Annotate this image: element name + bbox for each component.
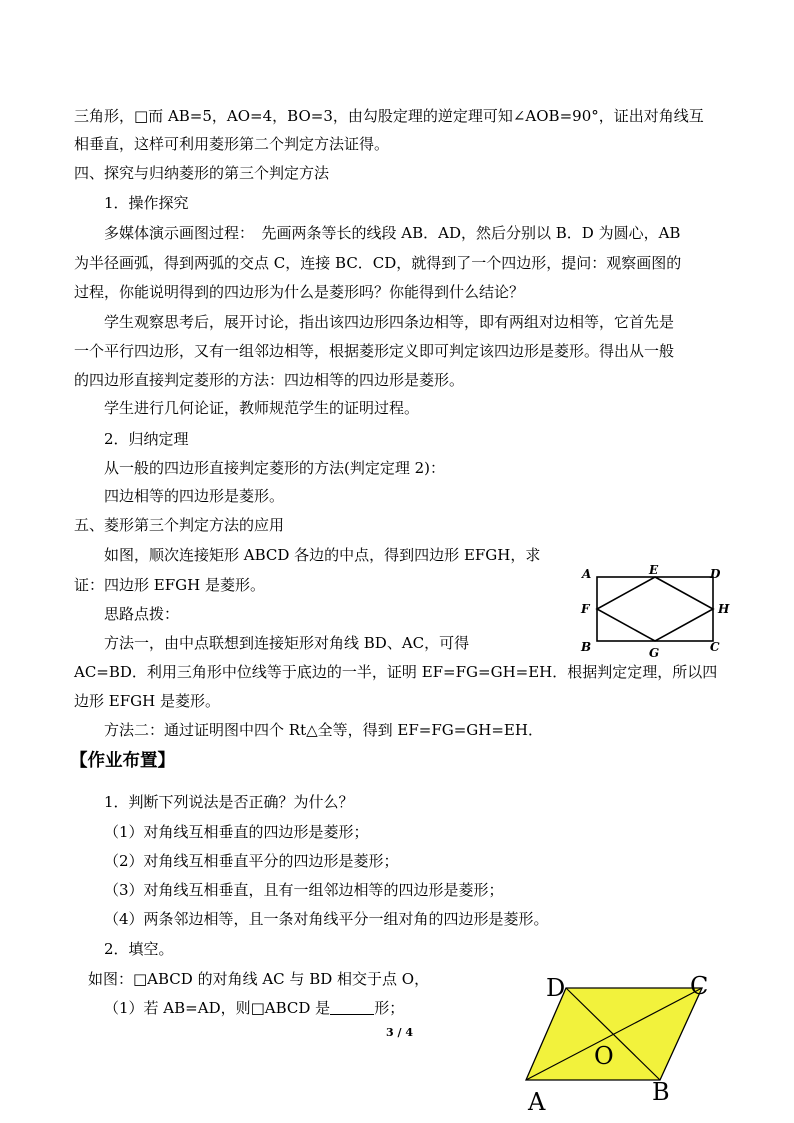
label-o: O — [594, 1042, 614, 1070]
label-b: B — [652, 1078, 670, 1106]
text-line: 一个平行四边形，又有一组邻边相等，根据菱形定义即可判定该四边形是菱形。得出从一般 — [74, 342, 675, 360]
homework-item: （4）两条邻边相等，且一条对角线平分一组对角的四边形是菱形。 — [104, 910, 549, 928]
text-line: 相垂直，这样可利用菱形第二个判定方法证得。 — [74, 135, 390, 153]
homework-item: 1．判断下列说法是否正确？为什么？ — [104, 793, 354, 811]
label-b: B — [581, 640, 592, 654]
homework-item: （2）对角线互相垂直平分的四边形是菱形； — [104, 852, 399, 870]
text-line: 从一般的四边形直接判定菱形的方法(判定定理 2)： — [104, 459, 446, 477]
text-line: 思路点拨： — [104, 605, 180, 623]
label-c: C — [710, 640, 720, 654]
label-g: G — [649, 646, 660, 660]
text-line: 学生进行几何论证，教师规范学生的证明过程。 — [104, 399, 420, 417]
homework-item: 如图：□ABCD 的对角线 AC 与 BD 相交于点 O， — [88, 970, 430, 988]
fill-question-text: （1）若 AB=AD，则□ABCD 是 — [104, 999, 331, 1017]
homework-heading: 【作业布置】 — [70, 751, 175, 771]
label-a: A — [528, 1088, 546, 1116]
text-line: 四边相等的四边形是菱形。 — [104, 487, 285, 505]
section-heading: 五、菱形第三个判定方法的应用 — [74, 516, 285, 534]
section-heading: 四、探究与归纳菱形的第三个判定方法 — [74, 164, 330, 182]
answer-blank[interactable] — [330, 1000, 374, 1015]
text-line: 如图，顺次连接矩形 ABCD 各边的中点，得到四边形 EFGH，求 — [104, 546, 541, 564]
text-line: 过程，你能说明得到的四边形为什么是菱形吗？你能得到什么结论？ — [74, 283, 525, 301]
label-d: D — [546, 974, 566, 1002]
fill-question-suffix: 形； — [374, 999, 405, 1017]
page-number: 3 / 4 — [386, 1026, 413, 1039]
homework-item — [104, 998, 404, 1018]
rhombus-efgh — [597, 577, 713, 641]
text-line: 为半径画弧，得到两弧的交点 C，连接 BC．CD，就得到了一个四边形，提问：观察画图的 — [74, 254, 682, 272]
text-line: 三角形，□而 AB=5，AO=4，BO=3，由勾股定理的逆定理可知∠AOB=90°，证出对角线互 — [74, 107, 704, 125]
text-line: 方法二：通过证明图中四个 Rt△全等，得到 EF=FG=GH=EH． — [104, 721, 543, 739]
homework-item: 2．填空。 — [104, 940, 174, 958]
homework-item: （1）对角线互相垂直的四边形是菱形； — [104, 823, 369, 841]
text-line: 的四边形直接判定菱形的方法：四边相等的四边形是菱形。 — [74, 371, 465, 389]
rectangle-rhombus-figure — [572, 562, 742, 660]
homework-item: （3）对角线互相垂直，且有一组邻边相等的四边形是菱形； — [104, 881, 504, 899]
rectangle-abcd — [597, 577, 713, 641]
label-d: D — [710, 567, 721, 581]
label-e: E — [649, 563, 659, 577]
parallelogram-figure — [510, 968, 750, 1118]
label-h: H — [718, 602, 730, 616]
subsection-heading: 1．操作探究 — [104, 194, 189, 212]
text-line: 证：四边形 EFGH 是菱形。 — [74, 576, 265, 594]
label-f: F — [581, 602, 590, 616]
text-line: AC=BD．利用三角形中位线等于底边的一半，证明 EF=FG=GH=EH．根据判定定理，所以四 — [74, 663, 718, 681]
label-c: C — [690, 972, 709, 1000]
text-line: 学生观察思考后，展开讨论，指出该四边形四条边相等，即有两组对边相等，它首先是 — [104, 313, 675, 331]
subsection-heading: 2．归纳定理 — [104, 430, 189, 448]
text-line: 多媒体演示画图过程： 先画两条等长的线段 AB．AD，然后分别以 B．D 为圆心，AB — [104, 224, 681, 242]
text-line: 方法一，由中点联想到连接矩形对角线 BD、AC，可得 — [104, 634, 470, 652]
label-a: A — [582, 567, 592, 581]
text-line: 边形 EFGH 是菱形。 — [74, 692, 220, 710]
